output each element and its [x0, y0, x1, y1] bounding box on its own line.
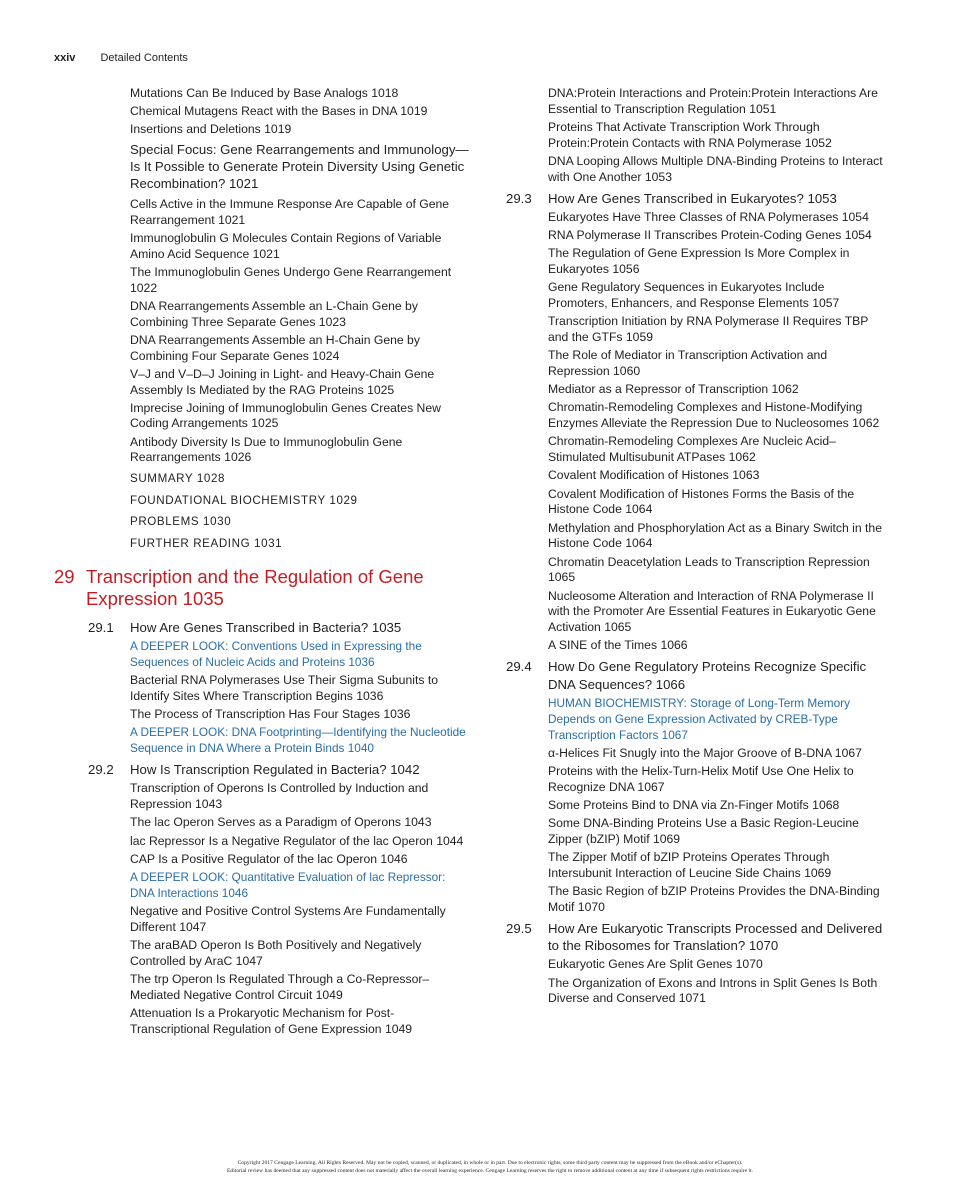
toc-entry: Chemical Mutagens React with the Bases in DNA 1019	[130, 104, 428, 119]
toc-entry: The Immunoglobulin Genes Undergo Gene Rearrangement 1022	[130, 264, 452, 295]
section-number: 29.2	[88, 762, 114, 777]
toc-entry: α-Helices Fit Snugly into the Major Groove of B-DNA 1067	[548, 745, 862, 760]
toc-entry: Gene Regulatory Sequences in Eukaryotes Include Promoters, Enhancers, and Response Elements 1057	[548, 280, 840, 311]
toc-entry: The Role of Mediator in Transcription Activation and Repression 1060	[548, 348, 828, 379]
toc-entry: The araBAD Operon Is Both Positively and Negatively Controlled by AraC 1047	[130, 937, 422, 968]
toc-entry: Immunoglobulin G Molecules Contain Regions of Variable Amino Acid Sequence 1021	[130, 230, 442, 261]
section-number: 29.4	[506, 659, 532, 675]
toc-entry: DNA:Protein Interactions and Protein:Protein Interactions Are Essential to Transcription Regulation 1051	[548, 86, 878, 116]
section-heading	[506, 920, 884, 955]
toc-entry: Some DNA-Binding Proteins Use a Basic Region-Leucine Zipper (bZIP) Motif 1069	[548, 816, 859, 846]
toc-entry: Some Proteins Bind to DNA via Zn-Finger Motifs 1068	[548, 797, 840, 812]
section-title: How Are Genes Transcribed in Bacteria? 1035	[130, 619, 402, 635]
toc-entry: V–J and V–D–J Joining in Light- and Heavy-Chain Gene Assembly Is Mediated by the RAG Proteins 1025	[130, 366, 435, 397]
right-column	[506, 86, 884, 1010]
feature-box-entry: A DEEPER LOOK: Conventions Used in Expressing the Sequences of Nucleic Acids and Proteins 1036	[130, 639, 422, 670]
section-title: How Are Eukaryotic Transcripts Processed and Delivered to the Ribosomes for Translation? 1070	[548, 920, 883, 954]
toc-entry: DNA Rearrangements Assemble an H-Chain Gene by Combining Four Separate Genes 1024	[130, 332, 420, 363]
toc-entry: Transcription of Operons Is Controlled by Induction and Repression 1043	[130, 781, 429, 812]
section-number: 29.3	[506, 190, 532, 206]
toc-entry: The Zipper Motif of bZIP Proteins Operates Through Intersubunit Interaction of Leucine Side Chains 1069	[548, 850, 832, 880]
toc-entry: The Basic Region of bZIP Proteins Provides the DNA-Binding Motif 1070	[548, 884, 880, 914]
section-number: 29.5	[506, 920, 532, 936]
toc-entry: DNA Looping Allows Multiple DNA-Binding Proteins to Interact with One Another 1053	[548, 153, 883, 184]
chapter-title: Transcription and the Regulation of Gene Expression 1035	[86, 565, 424, 610]
toc-entry: A SINE of the Times 1066	[548, 638, 688, 653]
toc-entry: Eukaryotes Have Three Classes of RNA Polymerases 1054	[548, 209, 869, 224]
toc-entry: The Regulation of Gene Expression Is More Complex in Eukaryotes 1056	[548, 246, 850, 277]
page-header	[54, 52, 188, 64]
toc-entry: Bacterial RNA Polymerases Use Their Sigma Subunits to Identify Sites Where Transcription Begins 1036	[130, 673, 438, 704]
toc-entry: Imprecise Joining of Immunoglobulin Genes Creates New Coding Arrangements 1025	[130, 400, 441, 431]
end-matter-entry: PROBLEMS 1030	[130, 515, 232, 529]
running-head: Detailed Contents	[100, 52, 188, 64]
section-heading	[88, 761, 470, 778]
copyright-footer	[0, 1160, 980, 1175]
toc-entry: Eukaryotic Genes Are Split Genes 1070	[548, 957, 763, 972]
section-title: How Do Gene Regulatory Proteins Recognize Specific DNA Sequences? 1066	[548, 659, 867, 692]
feature-box-entry: A DEEPER LOOK: Quantitative Evaluation of lac Repressor: DNA Interactions 1046	[130, 869, 446, 900]
toc-entry: Attenuation Is a Prokaryotic Mechanism for Post-Transcriptional Regulation of Gene Expression 1049	[130, 1005, 413, 1036]
toc-entry: The trp Operon Is Regulated Through a Co-Repressor–Mediated Negative Control Circuit 1049	[130, 971, 430, 1002]
toc-entry: Chromatin-Remodeling Complexes and Histone-Modifying Enzymes Alleviate the Repression Due to Nucleosomes 1062	[548, 400, 880, 431]
special-focus-entry: Special Focus: Gene Rearrangements and Immunology—Is It Possible to Generate Protein Diversity Using Genetic Recombination? 1021	[130, 141, 469, 192]
section-heading	[506, 658, 884, 693]
toc-entry: The Organization of Exons and Introns in Split Genes Is Both Diverse and Conserved 1071	[548, 975, 878, 1006]
toc-entry: The lac Operon Serves as a Paradigm of Operons 1043	[130, 815, 432, 830]
chapter-heading	[54, 565, 470, 611]
toc-entry: RNA Polymerase II Transcribes Protein-Coding Genes 1054	[548, 228, 872, 243]
section-heading	[506, 190, 884, 207]
toc-entry: Methylation and Phosphorylation Act as a Binary Switch in the Histone Code 1064	[548, 520, 882, 551]
chapter-number: 29	[54, 565, 75, 587]
toc-entry: Proteins That Activate Transcription Work Through Protein:Protein Contacts with RNA Polymerase 1052	[548, 119, 832, 150]
end-matter-entry: SUMMARY 1028	[130, 472, 226, 486]
toc-entry: Mediator as a Repressor of Transcription 1062	[548, 382, 799, 397]
section-heading	[88, 619, 470, 636]
copyright-line-2: Editorial review has deemed that any suppressed content does not materially affect the overall learning experience. Cengage Learning reserves the right to remove additional content at any time if subsequent rights restrictions require it.	[227, 1167, 753, 1174]
toc-entry: The Process of Transcription Has Four Stages 1036	[130, 707, 411, 722]
toc-entry: Cells Active in the Immune Response Are Capable of Gene Rearrangement 1021	[130, 196, 450, 227]
end-matter-entry: FOUNDATIONAL BIOCHEMISTRY 1029	[130, 493, 358, 507]
left-column	[54, 86, 470, 1040]
toc-entry: Proteins with the Helix-Turn-Helix Motif Use One Helix to Recognize DNA 1067	[548, 763, 854, 794]
toc-entry: Covalent Modification of Histones 1063	[548, 468, 760, 483]
feature-box-entry: A DEEPER LOOK: DNA Footprinting—Identifying the Nucleotide Sequence in DNA Where a Protein Binds 1040	[130, 725, 466, 756]
toc-entry: lac Repressor Is a Negative Regulator of the lac Operon 1044	[130, 833, 464, 848]
toc-entry: Negative and Positive Control Systems Are Fundamentally Different 1047	[130, 903, 446, 934]
feature-box-entry: HUMAN BIOCHEMISTRY: Storage of Long-Term Memory Depends on Gene Expression Activated by CREB-Type Transcription Factors 1067	[548, 695, 850, 742]
toc-entry: CAP Is a Positive Regulator of the lac Operon 1046	[130, 851, 408, 866]
section-title: How Is Transcription Regulated in Bacteria? 1042	[130, 762, 420, 777]
toc-entry: Mutations Can Be Induced by Base Analogs 1018	[130, 86, 399, 100]
toc-entry: Insertions and Deletions 1019	[130, 122, 292, 137]
copyright-line-1: Copyright 2017 Cengage Learning. All Rights Reserved. May not be copied, scanned, or duplicated, in whole or in part. Due to electronic rights, some third party content may be suppressed from the eBook and/or eChapter(s).	[237, 1160, 743, 1166]
toc-entry: Chromatin-Remodeling Complexes Are Nucleic Acid–Stimulated Multisubunit ATPases 1062	[548, 434, 836, 465]
end-matter-entry: FURTHER READING 1031	[130, 537, 283, 551]
toc-entry: Transcription Initiation by RNA Polymerase II Requires TBP and the GTFs 1059	[548, 314, 869, 345]
toc-entry: Nucleosome Alteration and Interaction of RNA Polymerase II with the Promoter Are Essential Features in Eukaryotic Gene Activation 1065	[548, 588, 876, 635]
toc-entry: Covalent Modification of Histones Forms the Basis of the Histone Code 1064	[548, 486, 855, 517]
toc-entry: Antibody Diversity Is Due to Immunoglobulin Gene Rearrangements 1026	[130, 434, 403, 465]
toc-entry: Chromatin Deacetylation Leads to Transcription Repression 1065	[548, 554, 870, 585]
section-number: 29.1	[88, 619, 114, 635]
toc-entry: DNA Rearrangements Assemble an L-Chain Gene by Combining Three Separate Genes 1023	[130, 298, 418, 329]
section-title: How Are Genes Transcribed in Eukaryotes? 1053	[548, 190, 837, 206]
page-number: xxiv	[54, 52, 76, 64]
